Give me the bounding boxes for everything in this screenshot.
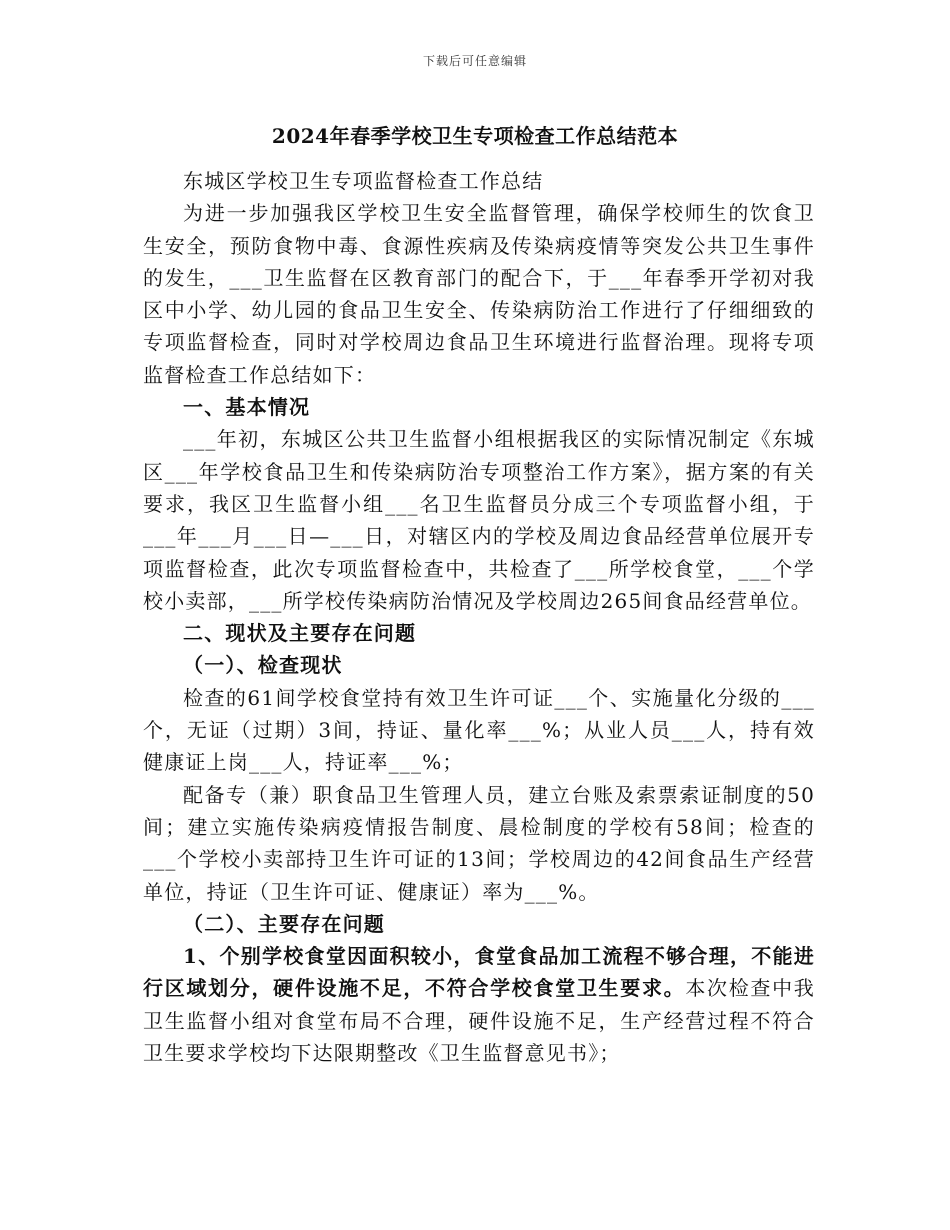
section-heading-basic: 一、基本情况: [183, 395, 311, 420]
current-status-paragraph-2: 配备专（兼）职食品卫生管理人员，建立台账及索票索证制度的50间；建立实施传染病疫情报告制度、晨检制度的学校有58间；检查的___个学校小卖部持卫生许可证的13间；学校周边的42间食品生产经营单位，持证（卫生许可证、健康证）率为___%。: [143, 782, 815, 904]
basic-situation-paragraph: ___年初，东城区公共卫生监督小组根据我区的实际情况制定《东城区___年学校食品卫生和传染病防治专项整治工作方案》，据方案的有关要求，我区卫生监督小组___名卫生监督员分成三个专项监督小组，于___年___月___日—___日，对辖区内的学校及周边食品经营单位展开专项监督检查，此次专项监督检查中，共检查了___所学校食堂，___个学校小卖部，___所学校传染病防治情况及学校周边265间食品经营单位。: [143, 427, 815, 613]
current-status-paragraph-1: 检查的61间学校食堂持有效卫生许可证___个、实施量化分级的___个，无证（过期）3间，持证、量化率___%；从业人员___人，持有效健康证上岗___人，持证率___%；: [143, 685, 815, 775]
problem-paragraph-1: [143, 940, 815, 1069]
problem-lead-text: 1、个别学校食堂因面积较小，食堂食品加工流程不够合理，不能进行区域划分，硬件设施不足，不符合学校食堂卫生要求。: [143, 944, 815, 1001]
header-note: 下载后可任意编辑: [422, 54, 527, 68]
intro-paragraph: 为进一步加强我区学校卫生安全监督管理，确保学校师生的饮食卫生安全，预防食物中毒、食源性疾病及传染病疫情等突发公共卫生事件的发生，___卫生监督在区教育部门的配合下，于___年春季开学初对我区中小学、幼儿园的食品卫生安全、传染病防治工作进行了仔细细致的专项监督检查，同时对学校周边食品卫生环境进行监督治理。现将专项监督检查工作总结如下：: [143, 201, 815, 387]
problem-detail-text: 本次检查中我卫生监督小组对食堂布局不合理，硬件设施不足，生产经营过程不符合卫生要求学校均下达限期整改《卫生监督意见书》；: [143, 976, 816, 1066]
subsection-heading-current: （一）、检查现状: [183, 653, 343, 678]
document-title: 2024年春季学校卫生专项检查工作总结范本: [271, 124, 679, 148]
section-heading-status: 二、现状及主要存在问题: [183, 621, 417, 646]
document-body: [143, 165, 815, 1069]
subsection-heading-problems: （二）、主要存在问题: [183, 911, 385, 936]
subtitle-paragraph: 东城区学校卫生专项监督检查工作总结: [183, 169, 544, 193]
